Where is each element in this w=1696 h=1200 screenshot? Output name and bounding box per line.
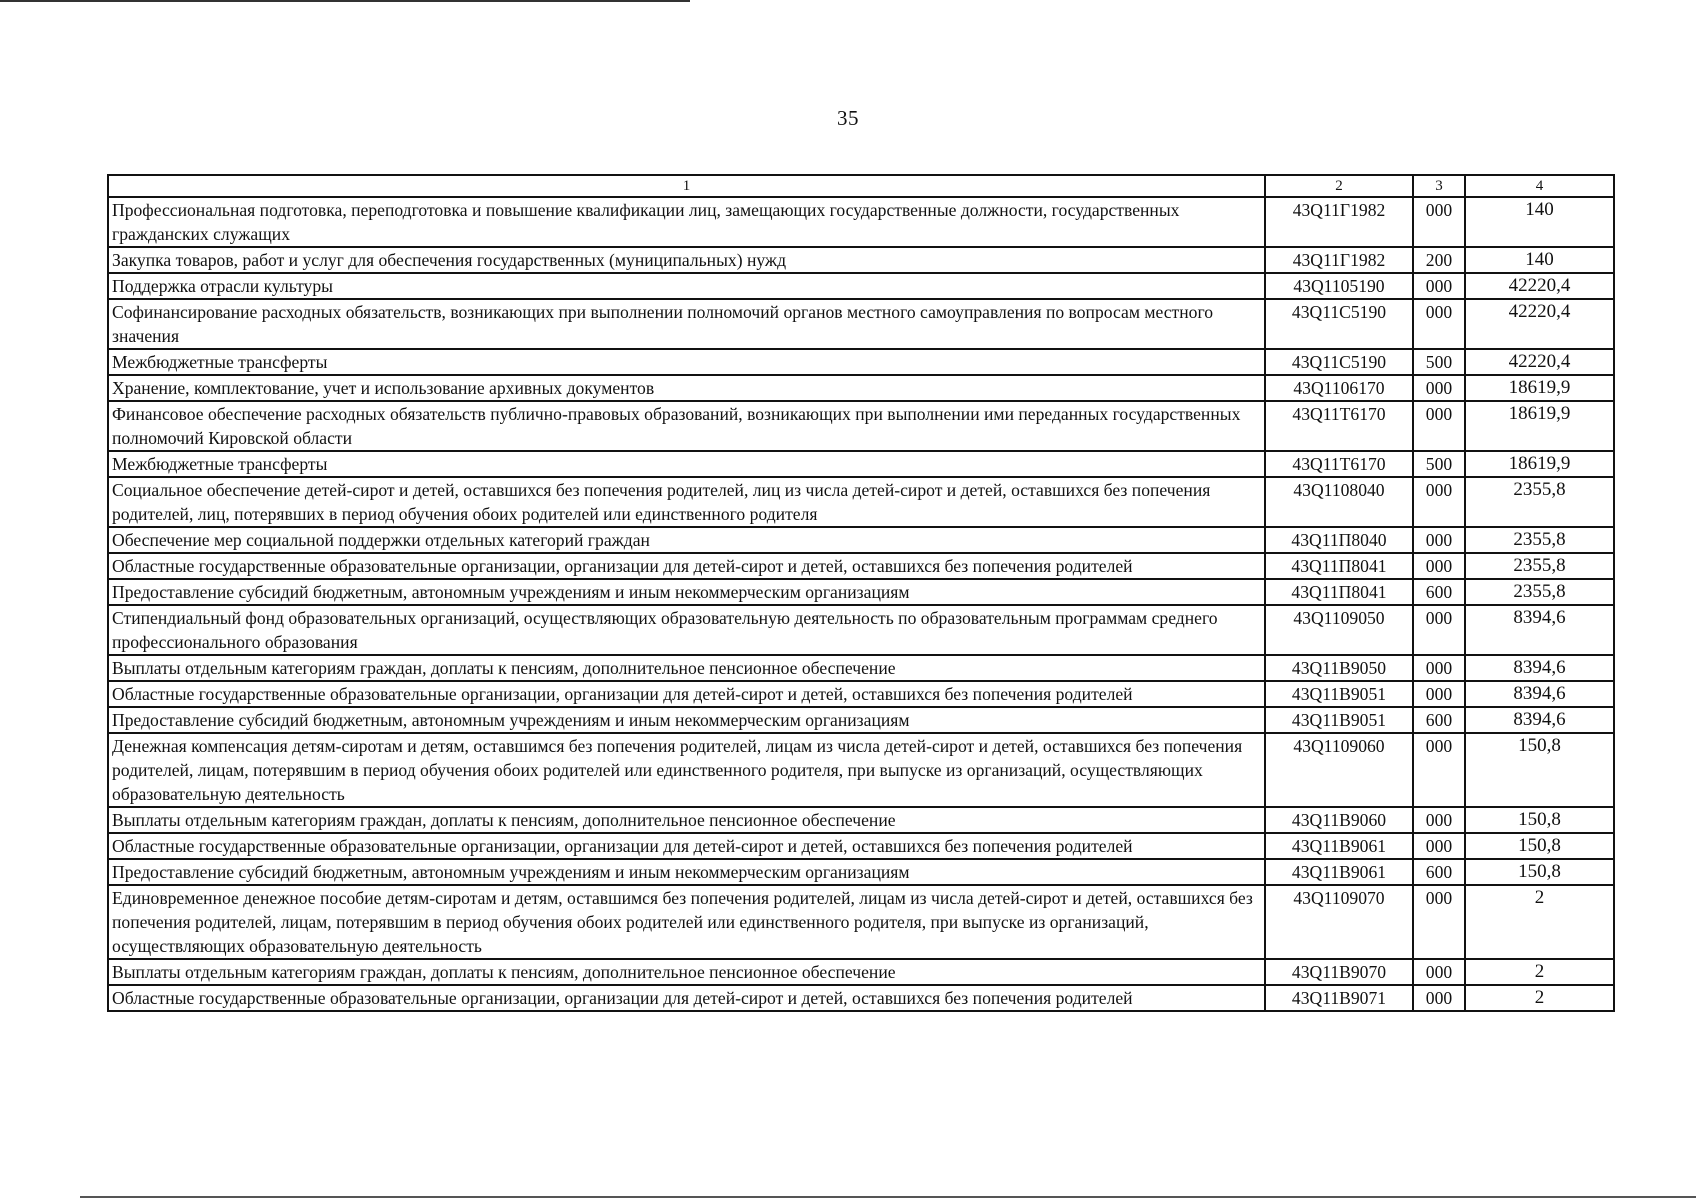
column-header: 2 <box>1265 175 1413 197</box>
expense-type-cell: 500 <box>1413 349 1465 375</box>
expense-type-cell: 000 <box>1413 197 1465 247</box>
target-code-cell: 43Q11B9051 <box>1265 707 1413 733</box>
expense-name-cell: Хранение, комплектование, учет и использование архивных документов <box>108 375 1265 401</box>
expense-name-cell: Выплаты отдельным категориям граждан, доплаты к пенсиям, дополнительное пенсионное обеспечение <box>108 959 1265 985</box>
target-code-cell: 43Q11T6170 <box>1265 401 1413 451</box>
expense-name-cell: Закупка товаров, работ и услуг для обеспечения государственных (муниципальных) нужд <box>108 247 1265 273</box>
scan-bottom-rule <box>80 1196 1696 1198</box>
column-number-row <box>108 175 1614 197</box>
table-row <box>108 375 1614 401</box>
expense-name-cell: Межбюджетные трансферты <box>108 349 1265 375</box>
amount-cell: 18619,9 <box>1465 401 1614 451</box>
target-code-cell: 43Q11Г1982 <box>1265 197 1413 247</box>
expense-name-cell: Стипендиальный фонд образовательных организаций, осуществляющих образовательную деятельность по образовательным программам среднего профессионального образования <box>108 605 1265 655</box>
table-row <box>108 807 1614 833</box>
target-code-cell: 43Q11B9061 <box>1265 859 1413 885</box>
amount-cell: 150,8 <box>1465 859 1614 885</box>
table-row <box>108 605 1614 655</box>
expense-type-cell: 000 <box>1413 553 1465 579</box>
expense-name-cell: Областные государственные образовательные организации, организации для детей-сирот и детей, оставшихся без попечения родителей <box>108 985 1265 1011</box>
expense-name-cell: Предоставление субсидий бюджетным, автономным учреждениям и иным некоммерческим организациям <box>108 707 1265 733</box>
budget-table <box>107 174 1615 1012</box>
target-code-cell: 43Q1108040 <box>1265 477 1413 527</box>
expense-name-cell: Единовременное денежное пособие детям-сиротам и детям, оставшимся без попечения родителей, лицам из числа детей-сирот и детей, оставшихся без попечения родителей, лицам, потерявшим в период обучения обоих родителей или единственного родителя, при выпуске из организаций, осуществляющих образовательную деятельность <box>108 885 1265 959</box>
expense-type-cell: 000 <box>1413 401 1465 451</box>
table-row <box>108 707 1614 733</box>
column-header: 3 <box>1413 175 1465 197</box>
expense-name-cell: Софинансирование расходных обязательств, возникающих при выполнении полномочий органов местного самоуправления по вопросам местного значения <box>108 299 1265 349</box>
expense-type-cell: 000 <box>1413 655 1465 681</box>
expense-type-cell: 000 <box>1413 985 1465 1011</box>
expense-name-cell: Областные государственные образовательные организации, организации для детей-сирот и детей, оставшихся без попечения родителей <box>108 681 1265 707</box>
target-code-cell: 43Q1109050 <box>1265 605 1413 655</box>
expense-type-cell: 500 <box>1413 451 1465 477</box>
table-row <box>108 349 1614 375</box>
amount-cell: 42220,4 <box>1465 273 1614 299</box>
amount-cell: 2 <box>1465 985 1614 1011</box>
target-code-cell: 43Q11T6170 <box>1265 451 1413 477</box>
target-code-cell: 43Q1109070 <box>1265 885 1413 959</box>
table-row <box>108 681 1614 707</box>
column-header: 1 <box>108 175 1265 197</box>
expense-name-cell: Предоставление субсидий бюджетным, автономным учреждениям и иным некоммерческим организациям <box>108 859 1265 885</box>
expense-type-cell: 600 <box>1413 707 1465 733</box>
target-code-cell: 43Q11B9051 <box>1265 681 1413 707</box>
table-row <box>108 733 1614 807</box>
expense-name-cell: Профессиональная подготовка, переподготовка и повышение квалификации лиц, замещающих государственные должности, государственных гражданских служащих <box>108 197 1265 247</box>
scan-top-rule <box>0 0 690 2</box>
amount-cell: 140 <box>1465 247 1614 273</box>
expense-name-cell: Социальное обеспечение детей-сирот и детей, оставшихся без попечения родителей, лиц из числа детей-сирот и детей, оставшихся без попечения родителей, лиц, потерявших в период обучения обоих родителей или единственного родителя <box>108 477 1265 527</box>
target-code-cell: 43Q11B9060 <box>1265 807 1413 833</box>
expense-name-cell: Финансовое обеспечение расходных обязательств публично-правовых образований, возникающих при выполнении ими переданных государственных полномочий Кировской области <box>108 401 1265 451</box>
expense-type-cell: 000 <box>1413 833 1465 859</box>
expense-name-cell: Областные государственные образовательные организации, организации для детей-сирот и детей, оставшихся без попечения родителей <box>108 833 1265 859</box>
amount-cell: 2355,8 <box>1465 579 1614 605</box>
table-row <box>108 885 1614 959</box>
expense-type-cell: 600 <box>1413 579 1465 605</box>
target-code-cell: 43Q1109060 <box>1265 733 1413 807</box>
target-code-cell: 43Q11B9070 <box>1265 959 1413 985</box>
table-row <box>108 451 1614 477</box>
expense-name-cell: Поддержка отрасли культуры <box>108 273 1265 299</box>
expense-name-cell: Областные государственные образовательные организации, организации для детей-сирот и детей, оставшихся без попечения родителей <box>108 553 1265 579</box>
target-code-cell: 43Q11П8041 <box>1265 553 1413 579</box>
expense-type-cell: 000 <box>1413 375 1465 401</box>
amount-cell: 2 <box>1465 959 1614 985</box>
expense-type-cell: 000 <box>1413 807 1465 833</box>
target-code-cell: 43Q11C5190 <box>1265 299 1413 349</box>
expense-type-cell: 000 <box>1413 299 1465 349</box>
expense-name-cell: Обеспечение мер социальной поддержки отдельных категорий граждан <box>108 527 1265 553</box>
table-row <box>108 299 1614 349</box>
table-row <box>108 553 1614 579</box>
table-row <box>108 959 1614 985</box>
expense-type-cell: 000 <box>1413 885 1465 959</box>
amount-cell: 150,8 <box>1465 807 1614 833</box>
table-row <box>108 833 1614 859</box>
table-row <box>108 985 1614 1011</box>
amount-cell: 18619,9 <box>1465 375 1614 401</box>
amount-cell: 2 <box>1465 885 1614 959</box>
target-code-cell: 43Q11B9061 <box>1265 833 1413 859</box>
target-code-cell: 43Q11Г1982 <box>1265 247 1413 273</box>
target-code-cell: 43Q11П8041 <box>1265 579 1413 605</box>
amount-cell: 2355,8 <box>1465 553 1614 579</box>
expense-name-cell: Предоставление субсидий бюджетным, автономным учреждениям и иным некоммерческим организациям <box>108 579 1265 605</box>
amount-cell: 150,8 <box>1465 733 1614 807</box>
amount-cell: 8394,6 <box>1465 655 1614 681</box>
table-row <box>108 655 1614 681</box>
amount-cell: 2355,8 <box>1465 527 1614 553</box>
amount-cell: 18619,9 <box>1465 451 1614 477</box>
table-row <box>108 859 1614 885</box>
column-header: 4 <box>1465 175 1614 197</box>
expense-type-cell: 000 <box>1413 273 1465 299</box>
amount-cell: 8394,6 <box>1465 681 1614 707</box>
table-row <box>108 401 1614 451</box>
amount-cell: 8394,6 <box>1465 605 1614 655</box>
expense-type-cell: 000 <box>1413 527 1465 553</box>
expense-type-cell: 000 <box>1413 681 1465 707</box>
amount-cell: 8394,6 <box>1465 707 1614 733</box>
target-code-cell: 43Q11B9071 <box>1265 985 1413 1011</box>
table-row <box>108 527 1614 553</box>
amount-cell: 140 <box>1465 197 1614 247</box>
expense-name-cell: Выплаты отдельным категориям граждан, доплаты к пенсиям, дополнительное пенсионное обеспечение <box>108 655 1265 681</box>
target-code-cell: 43Q11B9050 <box>1265 655 1413 681</box>
expense-type-cell: 600 <box>1413 859 1465 885</box>
table-row <box>108 273 1614 299</box>
budget-table-body <box>108 175 1614 1011</box>
table-row <box>108 477 1614 527</box>
table-row <box>108 247 1614 273</box>
expense-type-cell: 200 <box>1413 247 1465 273</box>
amount-cell: 2355,8 <box>1465 477 1614 527</box>
amount-cell: 42220,4 <box>1465 349 1614 375</box>
expense-type-cell: 000 <box>1413 477 1465 527</box>
amount-cell: 150,8 <box>1465 833 1614 859</box>
expense-type-cell: 000 <box>1413 733 1465 807</box>
page-number: 35 <box>837 106 859 130</box>
table-row <box>108 197 1614 247</box>
target-code-cell: 43Q11П8040 <box>1265 527 1413 553</box>
expense-name-cell: Денежная компенсация детям-сиротам и детям, оставшимся без попечения родителей, лицам из числа детей-сирот и детей, оставшихся без попечения родителей, лицам, потерявшим в период обучения обоих родителей или единственного родителя, при выпуске из организаций, осуществляющих образовательную деятельность <box>108 733 1265 807</box>
expense-name-cell: Межбюджетные трансферты <box>108 451 1265 477</box>
expense-type-cell: 000 <box>1413 959 1465 985</box>
target-code-cell: 43Q11C5190 <box>1265 349 1413 375</box>
target-code-cell: 43Q1106170 <box>1265 375 1413 401</box>
expense-name-cell: Выплаты отдельным категориям граждан, доплаты к пенсиям, дополнительное пенсионное обеспечение <box>108 807 1265 833</box>
table-row <box>108 579 1614 605</box>
amount-cell: 42220,4 <box>1465 299 1614 349</box>
target-code-cell: 43Q1105190 <box>1265 273 1413 299</box>
expense-type-cell: 000 <box>1413 605 1465 655</box>
